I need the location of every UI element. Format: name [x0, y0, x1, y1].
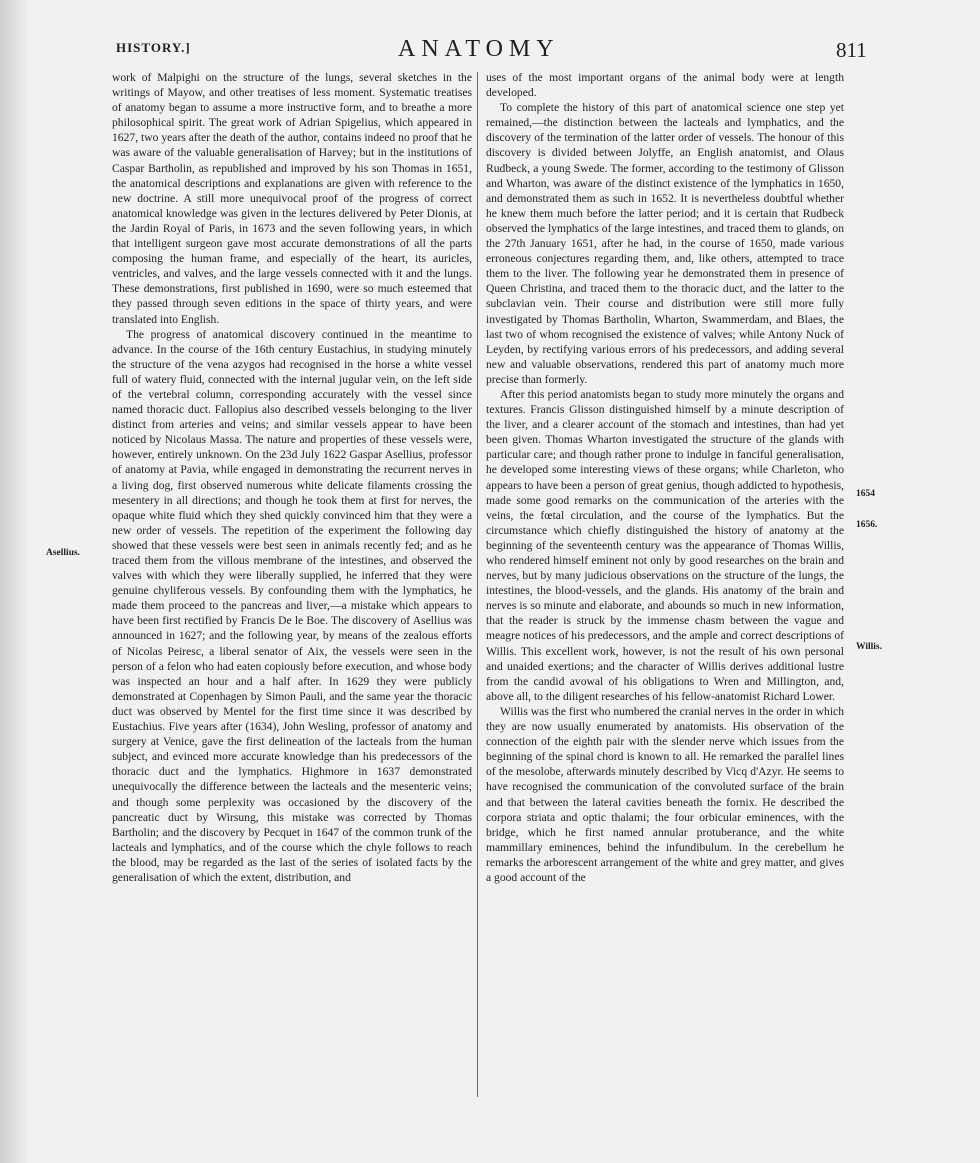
margin-note-wharton-year: 1656.: [856, 520, 878, 530]
margin-note-willis: Willis.: [856, 642, 882, 652]
page-binding-shadow: [0, 0, 28, 1163]
column-divider: [477, 72, 478, 1097]
right-paragraph-1: uses of the most important organs of the animal body were at length developed.: [486, 71, 844, 100]
left-column: [112, 70, 472, 885]
right-paragraph-3: After this period anatomists began to study more minutely the organs and textures. Francis Glisson distinguished himself by a minute description of the liver, and a clearer account of the stomach and intestines, than had yet been given. Thomas Wharton investigated the structure of the glands with particular care; and though rather prone to indulge in fanciful generalisation, he developed some interesting views of these organs; while Charleton, who appears to have been a person of great genius, though addicted to hypothesis, made some good remarks on the communication of the arteries with the veins, the fœtal circulation, and the course of the lymphatics. But the circumstance which chiefly distinguished the history of anatomy at the beginning of the seventeenth century was the appearance of Thomas Willis, who rendered himself eminent not only by good researches on the brain and nerves, but by many judicious observations on the structure of the lungs, the intestines, the blood-vessels, and the glands. His anatomy of the brain and nerves is so minute and elaborate, and abounds so much in new information, that the reader is struck by the immense chasm between the vague and meagre notices of his predecessors, and the ample and correct descriptions of Willis. This excellent work, however, is not the result of his own personal and unaided exertions; and the character of Willis derives additional lustre from the candid avowal of his obligations to Wren and Millington, and, above all, to the diligent researches of his fellow-anatomist Richard Lower.: [486, 387, 845, 703]
margin-note-asellius: Asellius.: [46, 548, 81, 558]
left-paragraph-2: The progress of anatomical discovery continued in the meantime to advance. In the course of the 16th century Eustachius, in studying minutely the structure of the vena azygos had recognised in the horse a white vessel full of watery fluid, connected with the internal jugular vein, on the left side of the vertebral column, corresponding accurately with the vessel since named thoracic duct. Fallopius also described vessels belonging to the liver distinct from arteries and veins; and similar vessels appear to have been noticed by Nicolaus Massa. The nature and properties of these vessels were, however, entirely unknown. On the 23d July 1622 Gaspar Asellius, professor of anatomy at Pavia, while engaged in demonstrating the recurrent nerves in a living dog, first observed numerous white delicate filaments crossing the mesentery in all directions; and though he took them at first for nerves, the opaque white fluid which they shed quickly convinced him that they were a new order of vessels. The repetition of the experiment the following day showed that these vessels were best seen in animals recently fed; and as he traced them from the villous membrane of the intestines, and observed the valves with which they were liberally supplied, he inferred that they were genuine chyliferous vessels. By confounding them with the lymphatics, he made them proceed to the pancreas and liver,—a mistake which appears to have been first rectified by Francis De le Boe. The discovery of Asellius was announced in 1627; and the following year, by means of the zealous efforts of Nicolas Peiresc, a liberal senator of Aix, the vessels were seen in the person of a felon who had eaten copiously before execution, and whose body was inspected an hour and a half after. In 1629 they were publicly demonstrated at Copenhagen by Simon Pauli, and the same year the thoracic duct was observed by Mentel for the first time since it was described by Eustachius. Five years after (1634), John Wesling, professor of anatomy and surgery at Venice, gave the first delineation of the lacteals from the human subject, and evinced more accurate knowledge than his predecessors of the thoracic duct and the lymphatics. Highmore in 1637 demonstrated unequivocally the difference between the lacteals and the mesenteric veins; and though some perplexity was occasioned by the discovery of the pancreatic duct by Wirsung, this mistake was corrected by Thomas Bartholin; and the discovery by Pecquet in 1647 of the common trunk of the lacteals and lymphatics, and of the course which the chyle follows to reach the blood, may be regarded as the last of the series of isolated facts by the generalisation of which the extent, distribution, and: [112, 327, 472, 884]
margin-note-glisson-year: 1654: [856, 489, 875, 499]
left-paragraph-1: work of Malpighi on the structure of the lungs, several sketches in the writings of Mayow, and other treatises of less moment. Systematic treatises of anatomy began to assume a more instructive form, and to breathe a more philosophical spirit. The great work of Adrian Spigelius, which appeared in 1627, two years after the death of the author, contains indeed no proof that he was aware of the valuable generalisation of Harvey; but in the institutions of Caspar Bartholin, as republished and improved by his son Thomas in 1651, the anatomical descriptions and explanations are given with reference to the new doctrine. A still more unequivocal proof of the progress of correct anatomical knowledge was given in the lectures delivered by Peter Dionis, at the Jardin Royal of Paris, in 1673 and the seven following years, in which that intelligent surgeon gave most accurate demonstrations of all the parts composing the human frame, and especially of the heart, its auricles, ventricles, and valves, and the large vessels connected with it and the lungs. These demonstrations, first published in 1690, were so much esteemed that they passed through seven editions in the space of thirty years, and were translated into English.: [112, 71, 472, 326]
page-number: 811: [836, 38, 867, 62]
right-paragraph-2: To complete the history of this part of anatomical science one step yet remained,—the distinction between the lacteals and lymphatics, and the discovery of the termination of the latter order of vessels. The honour of this discovery is divided between Jolyffe, an English anatomist, and Olaus Rudbeck, a young Swede. The former, according to the testimony of Glisson and Wharton, was aware of the distinct existence of the lymphatics in 1650, and demonstrated them as such in 1652. It is nevertheless doubtful whether he knew them much before the latter period; and it is certain that Rudbeck observed the lymphatics of the large intestines, and traced them to glands, on the 27th January 1651, after he had, in the course of 1650, made various erroneous conjectures regarding them, and, like others, attempted to trace them to the liver. The following year he demonstrated them in presence of Queen Christina, and traced them to the thoracic duct, and the latter to the subclavian vein. Their course and distribution were still more fully investigated by Thomas Bartholin, Wharton, Swammerdam, and Blaes, the last two of whom recognised the existence of valves; while Antony Nuck of Leyden, by rectifying various errors of his predecessors, and adding several new and valuable observations, rendered this part of anatomy much more precise than formerly.: [486, 101, 844, 386]
running-head-section: HISTORY.]: [116, 40, 191, 55]
right-column: [486, 70, 844, 885]
right-paragraph-4: Willis was the first who numbered the cranial nerves in the order in which they are now usually enumerated by anatomists. His observation of the connection of the eighth pair with the slender nerve which issues from the beginning of the spinal chord is known to all. He remarked the parallel lines of the mesolobe, afterwards minutely described by Vicq d'Azyr. He seems to have recognised the communication of the convoluted surface of the brain and that between the lateral cavities beneath the fornix. He described the corpora striata and optic thalami; the four orbicular eminences, with the bridge, which he first named annular protuberance, and the white mammillary eminences, behind the infundibulum. In the cerebellum he remarks the arborescent arrangement of the white and grey matter, and gives a good account of the: [486, 704, 844, 884]
running-head-title: ANATOMY: [398, 36, 560, 62]
